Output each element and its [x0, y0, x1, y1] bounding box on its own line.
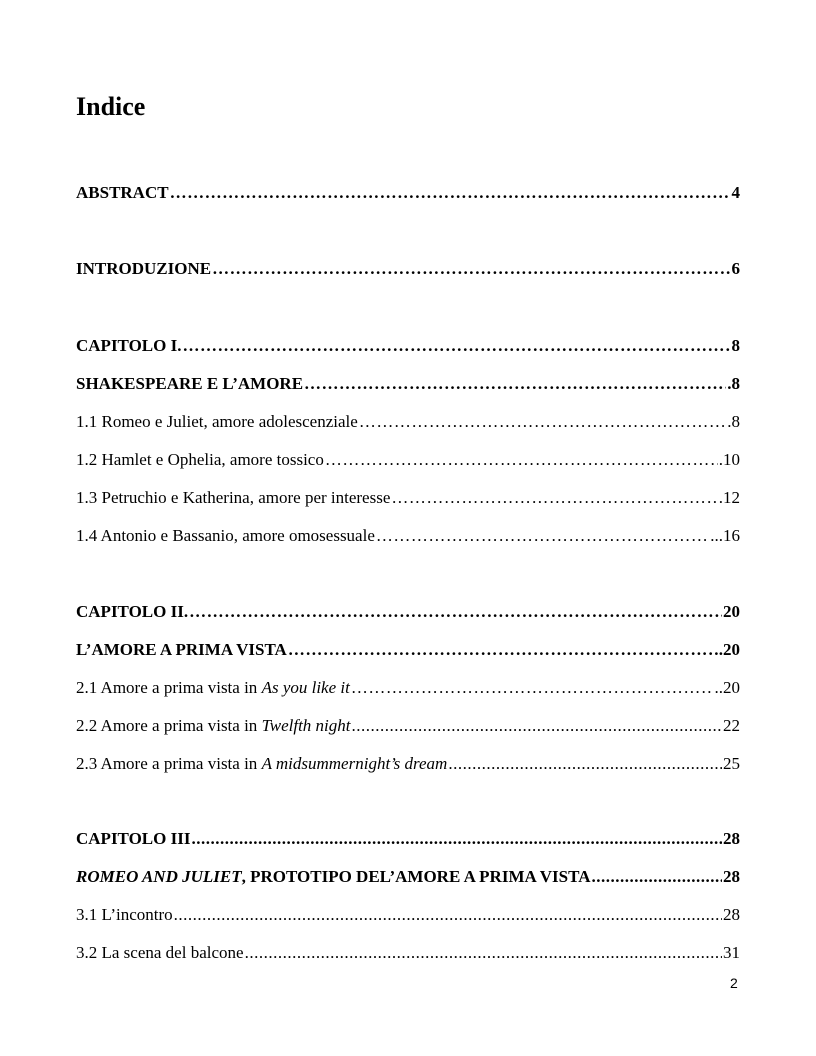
toc-entry-section-1-1[interactable]	[76, 411, 740, 433]
toc-entry-italic-title: A midsummernight’s dream	[261, 754, 448, 773]
toc-page-number: .12	[718, 488, 740, 507]
toc-page-number: 6	[731, 259, 740, 278]
toc-leader-dots	[391, 487, 717, 509]
toc-leader-dots	[352, 715, 722, 737]
toc-leader-dots	[288, 639, 718, 661]
toc-entry-label: 3.1 L’incontro	[76, 905, 173, 924]
toc-leader-dots	[245, 942, 722, 964]
toc-page-number: 22	[723, 716, 740, 735]
toc-entry-section-2-3[interactable]	[76, 753, 740, 775]
toc-page-number: 28	[723, 905, 740, 924]
toc-entry-capitolo-2[interactable]	[76, 601, 740, 623]
toc-entry-label: CAPITOLO II.	[76, 602, 189, 621]
toc-entry-label: ABSTRACT	[76, 183, 169, 202]
toc-leader-dots	[189, 601, 722, 623]
toc-entry-section-2-2[interactable]	[76, 715, 740, 737]
toc-leader-dots	[212, 258, 730, 280]
toc-entry-label: 2.1 Amore a prima vista in As you like it	[76, 678, 350, 697]
toc-entry-abstract[interactable]	[76, 182, 740, 204]
toc-leader-dots	[170, 182, 731, 204]
toc-page-number: .8	[727, 374, 740, 393]
toc-entry-label: 3.2 La scena del balcone	[76, 943, 244, 962]
toc-page-number: 8	[731, 336, 740, 355]
toc-leader-dots	[325, 449, 718, 471]
toc-leader-dots	[191, 828, 722, 850]
toc-entry-section-3-2[interactable]	[76, 942, 740, 964]
toc-entry-section-3-1[interactable]	[76, 904, 740, 926]
toc-page-number: 31	[723, 943, 740, 962]
toc-entry-capitolo-1-subtitle[interactable]	[76, 373, 740, 395]
toc-page-number: 20	[723, 602, 740, 621]
toc-entry-capitolo-1[interactable]	[76, 335, 740, 357]
toc-entry-section-1-3[interactable]	[76, 487, 740, 509]
toc-page-number: 4	[731, 183, 740, 202]
toc-leader-dots	[304, 373, 726, 395]
toc-entry-label: 1.3 Petruchio e Katherina, amore per interesse	[76, 488, 391, 507]
toc-entry-label: CAPITOLO III	[76, 829, 191, 848]
toc-entry-label: INTRODUZIONE	[76, 259, 212, 278]
toc-leader-dots	[359, 411, 726, 433]
toc-page-number: .8	[727, 412, 740, 431]
toc-leader-dots	[351, 677, 714, 699]
toc-entry-italic-title: Twelfth night	[261, 716, 351, 735]
toc-entry-label: 2.3 Amore a prima vista in A midsummernight’s dream	[76, 754, 448, 773]
toc-entry-label: 1.2 Hamlet e Ophelia, amore tossico	[76, 450, 324, 469]
toc-page-number: 25	[723, 754, 740, 773]
toc-leader-dots	[183, 335, 731, 357]
toc-page-number: 28	[723, 867, 740, 886]
toc-entry-section-1-2[interactable]	[76, 449, 740, 471]
toc-entry-label: L’AMORE A PRIMA VISTA	[76, 640, 287, 659]
toc-entry-section-2-1[interactable]	[76, 677, 740, 699]
toc-page-number: ..20	[714, 678, 740, 697]
toc-leader-dots	[376, 525, 709, 547]
toc-leader-dots	[591, 866, 722, 888]
toc-entry-capitolo-3[interactable]	[76, 828, 740, 850]
page-title: Indice	[76, 92, 146, 121]
toc-entry-capitolo-3-subtitle[interactable]	[76, 866, 740, 888]
toc-entry-section-1-4[interactable]	[76, 525, 740, 547]
toc-entry-italic-title: ROMEO AND JULIET	[76, 867, 242, 886]
toc-entry-capitolo-2-subtitle[interactable]	[76, 639, 740, 661]
toc-leader-dots	[174, 904, 722, 926]
toc-page-number: ...16	[710, 526, 740, 545]
toc-page-number: .10	[718, 450, 740, 469]
toc-page-number: 28	[723, 829, 740, 848]
toc-entry-label: SHAKESPEARE E L’AMORE	[76, 374, 304, 393]
toc-entry-label: 1.1 Romeo e Juliet, amore adolescenziale	[76, 412, 358, 431]
toc-entry-label: ROMEO AND JULIET, PROTOTIPO DEL’AMORE A PRIMA VISTA	[76, 867, 591, 886]
toc-entry-introduzione[interactable]	[76, 258, 740, 280]
toc-entry-label: 1.4 Antonio e Bassanio, amore omosessuale	[76, 526, 375, 545]
toc-page-number: .20	[718, 640, 740, 659]
toc-entry-label: 2.2 Amore a prima vista in Twelfth night	[76, 716, 351, 735]
toc-entry-italic-title: As you like it	[261, 678, 350, 697]
toc-leader-dots	[448, 753, 722, 775]
toc-entry-label: CAPITOLO I.	[76, 336, 182, 355]
page-number: 2	[730, 975, 738, 991]
